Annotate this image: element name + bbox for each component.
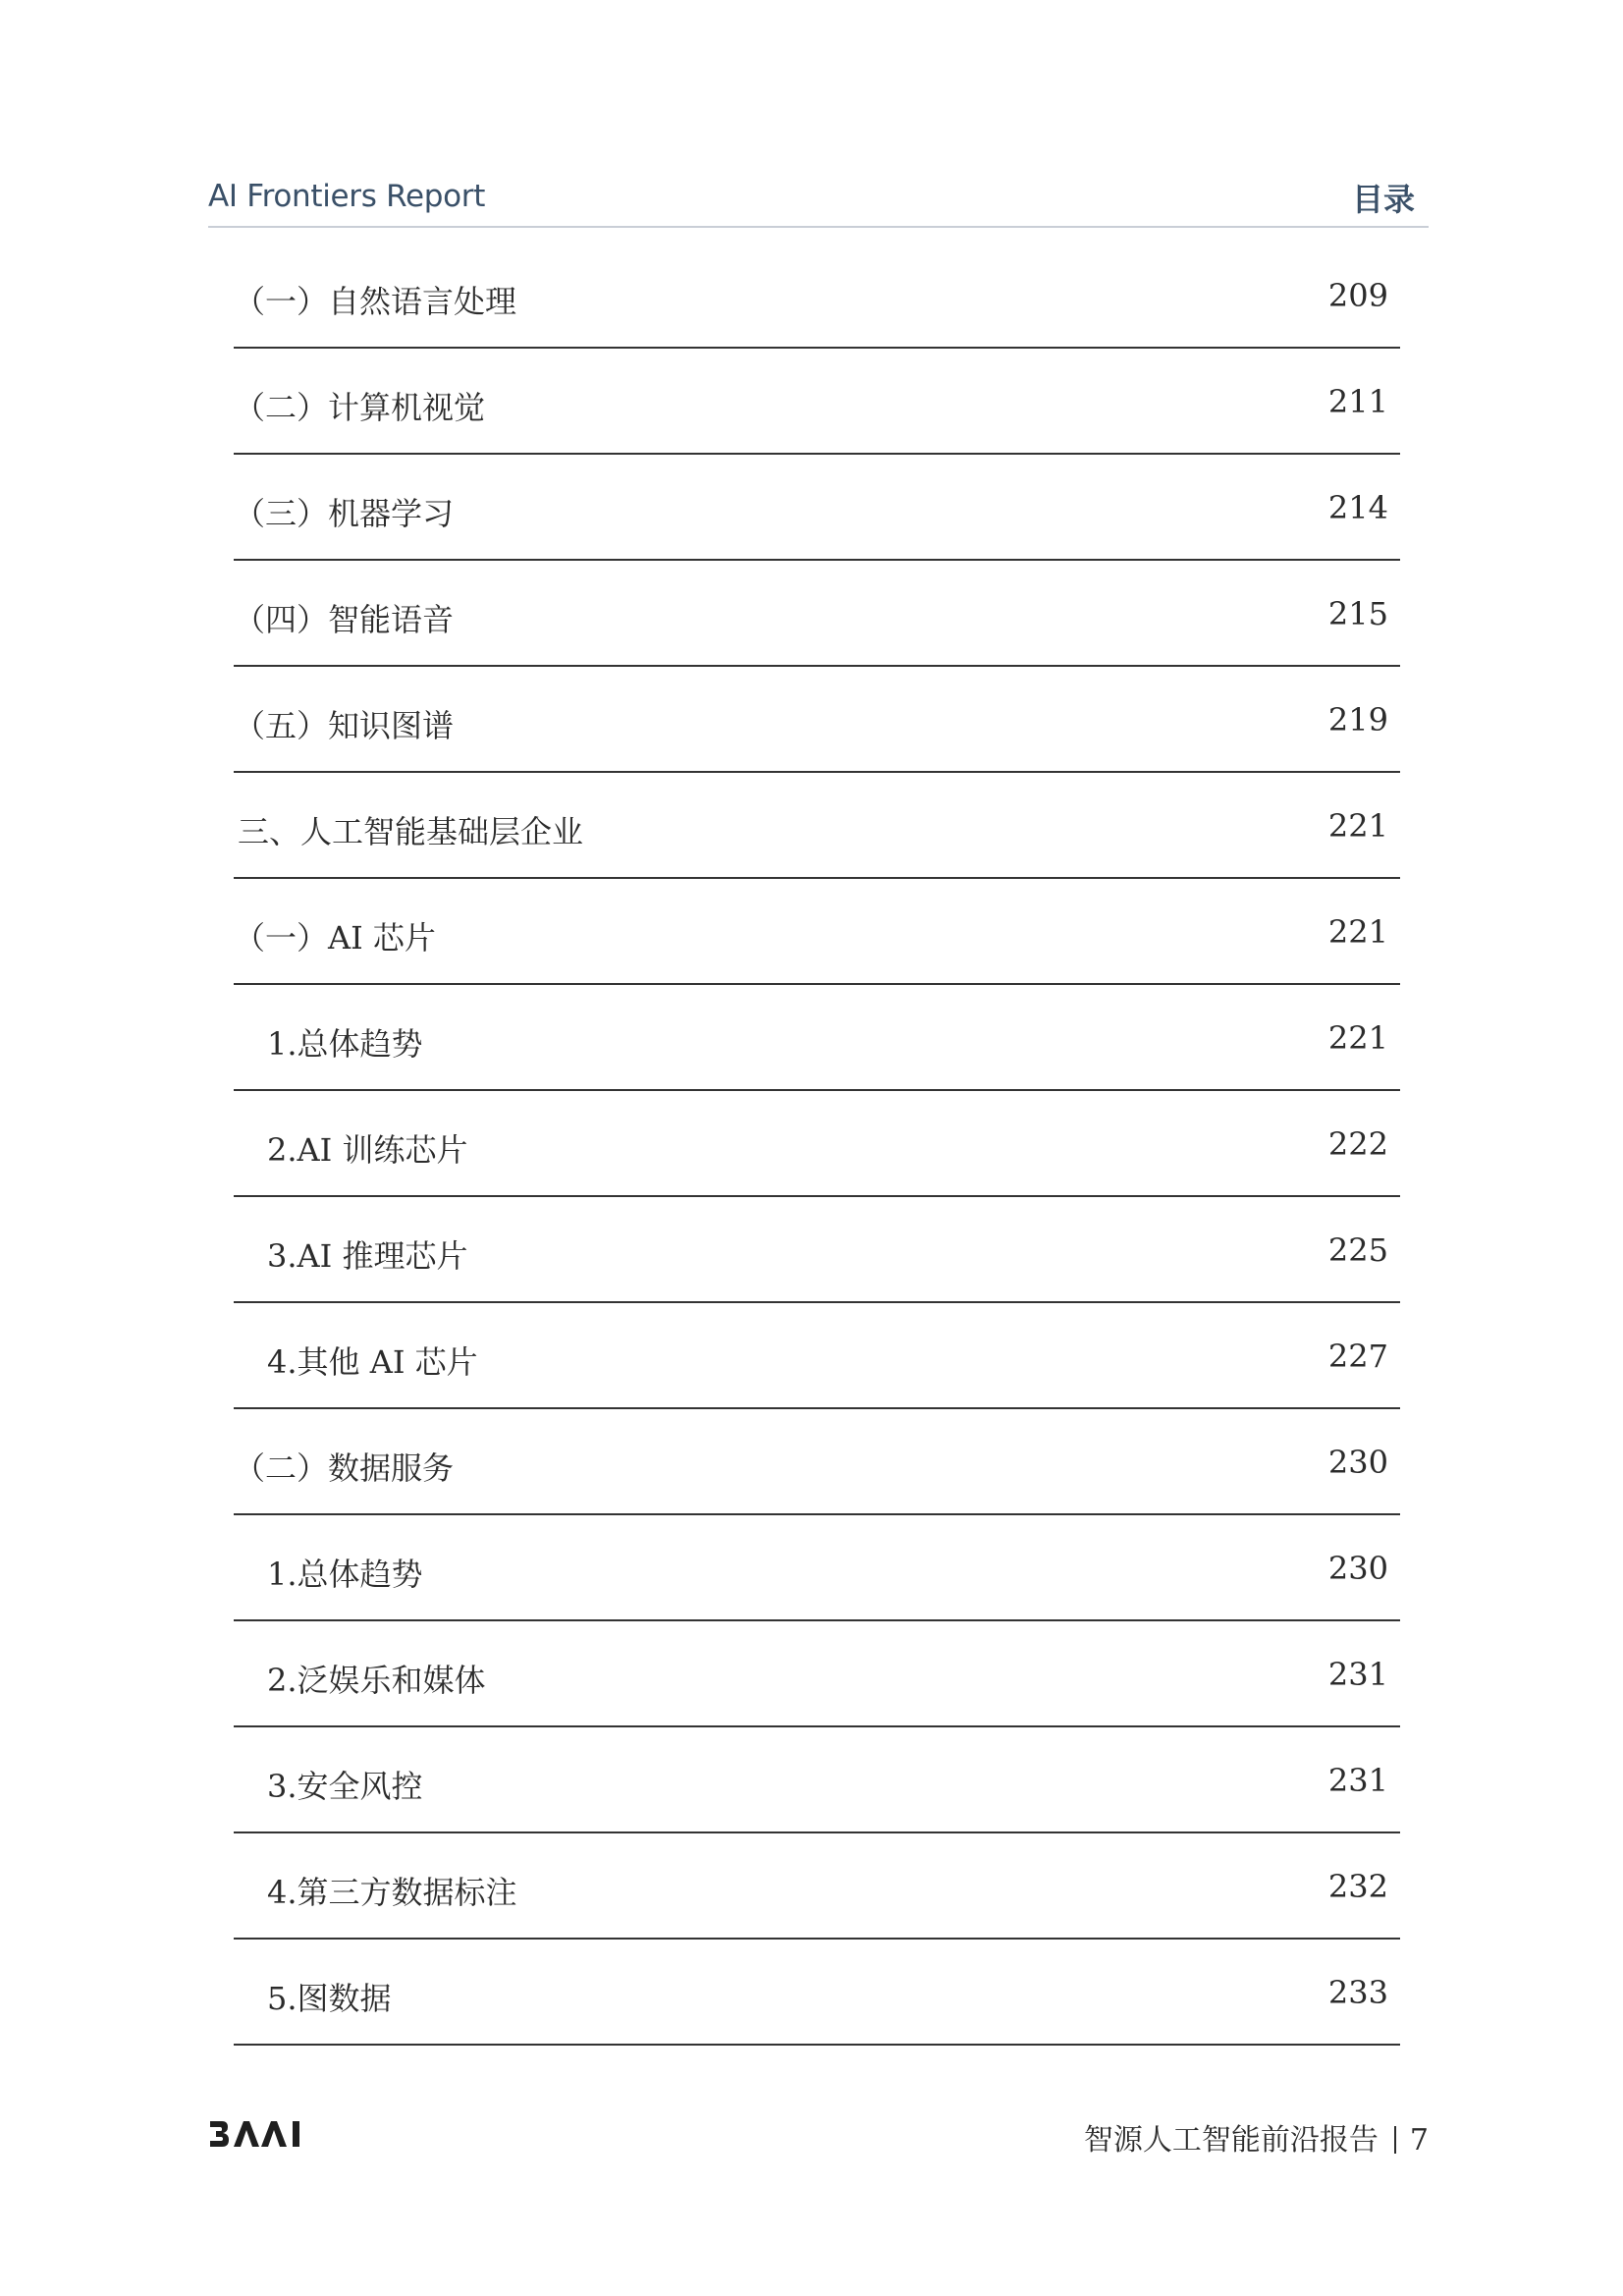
toc-entry-page: 219 <box>1327 701 1388 738</box>
toc-entry-page: 225 <box>1327 1231 1388 1269</box>
toc-entry-title: （三）机器学习 <box>234 495 455 532</box>
toc-entry[interactable] <box>234 880 1400 985</box>
footer-report-name: 智源人工智能前沿报告 <box>1083 2123 1379 2158</box>
toc-entry-page: 211 <box>1327 383 1388 420</box>
toc-entry-title: （五）知识图谱 <box>234 707 455 744</box>
toc-entry[interactable] <box>234 562 1400 667</box>
toc-entry[interactable] <box>234 456 1400 561</box>
toc-entry-page: 230 <box>1327 1550 1388 1587</box>
toc-entry[interactable] <box>234 244 1400 349</box>
toc-entry-page: 221 <box>1327 1019 1388 1057</box>
toc-entry-title: 1.总体趋势 <box>267 1025 423 1063</box>
toc-entry-page: 215 <box>1327 595 1388 632</box>
toc-entry-title: 4.其他 AI 芯片 <box>267 1343 478 1381</box>
toc-entry[interactable] <box>234 1516 1400 1621</box>
report-title: AI Frontiers Report <box>208 179 486 214</box>
toc-entry[interactable] <box>234 668 1400 773</box>
toc-entry-title: 2.AI 训练芯片 <box>267 1131 468 1169</box>
toc-entry-title: （一）自然语言处理 <box>234 283 517 320</box>
toc-entry-title: （四）智能语音 <box>234 601 455 638</box>
section-title: 目录 <box>1351 181 1415 218</box>
toc-entry-title: 3.AI 推理芯片 <box>267 1237 468 1275</box>
toc-entry[interactable] <box>234 986 1400 1091</box>
toc-entry-title: 1.总体趋势 <box>267 1556 423 1593</box>
page-number: 7 <box>1409 2123 1429 2158</box>
toc-entry-page: 230 <box>1327 1444 1388 1481</box>
toc-entry[interactable] <box>234 1728 1400 1833</box>
toc-entry[interactable] <box>234 350 1400 455</box>
toc-entry-page: 209 <box>1327 277 1388 314</box>
toc-entry[interactable] <box>234 1092 1400 1197</box>
toc-entry[interactable] <box>234 1622 1400 1727</box>
toc-entry[interactable] <box>234 1198 1400 1303</box>
toc-entry-page: 231 <box>1327 1762 1388 1799</box>
baai-logo-icon <box>208 2119 306 2149</box>
toc-entry[interactable] <box>234 1834 1400 1940</box>
toc-entry-title: 3.安全风控 <box>267 1768 423 1805</box>
toc-entry-title: 2.泛娱乐和媒体 <box>267 1662 486 1699</box>
toc-entry-title: 5.图数据 <box>267 1980 392 2017</box>
page-header <box>208 173 1429 228</box>
toc-entry-page: 227 <box>1327 1338 1388 1375</box>
toc-entry[interactable] <box>234 1410 1400 1515</box>
toc-entry-title: （一）AI 芯片 <box>234 919 436 957</box>
toc-entry-page: 232 <box>1327 1868 1388 1905</box>
toc-entry[interactable] <box>234 1941 1400 2046</box>
toc-entry-page: 233 <box>1327 1974 1388 2011</box>
footer-divider <box>1394 2126 1396 2154</box>
toc-entry[interactable] <box>234 774 1400 879</box>
toc-entry-page: 214 <box>1327 489 1388 526</box>
toc-entry-page: 231 <box>1327 1656 1388 1693</box>
toc-entry-page: 222 <box>1327 1125 1388 1163</box>
toc-entry-page: 221 <box>1327 913 1388 951</box>
footer-report-label <box>1084 2115 1429 2159</box>
toc-entry-title: 4.第三方数据标注 <box>267 1874 517 1911</box>
table-of-contents <box>234 244 1400 2047</box>
toc-entry-page: 221 <box>1327 807 1388 845</box>
toc-entry-title: （二）计算机视觉 <box>234 389 486 426</box>
toc-entry-title: 三、人工智能基础层企业 <box>238 813 584 850</box>
toc-entry-title: （二）数据服务 <box>234 1449 455 1487</box>
toc-entry[interactable] <box>234 1304 1400 1409</box>
page-footer <box>208 2111 1429 2160</box>
